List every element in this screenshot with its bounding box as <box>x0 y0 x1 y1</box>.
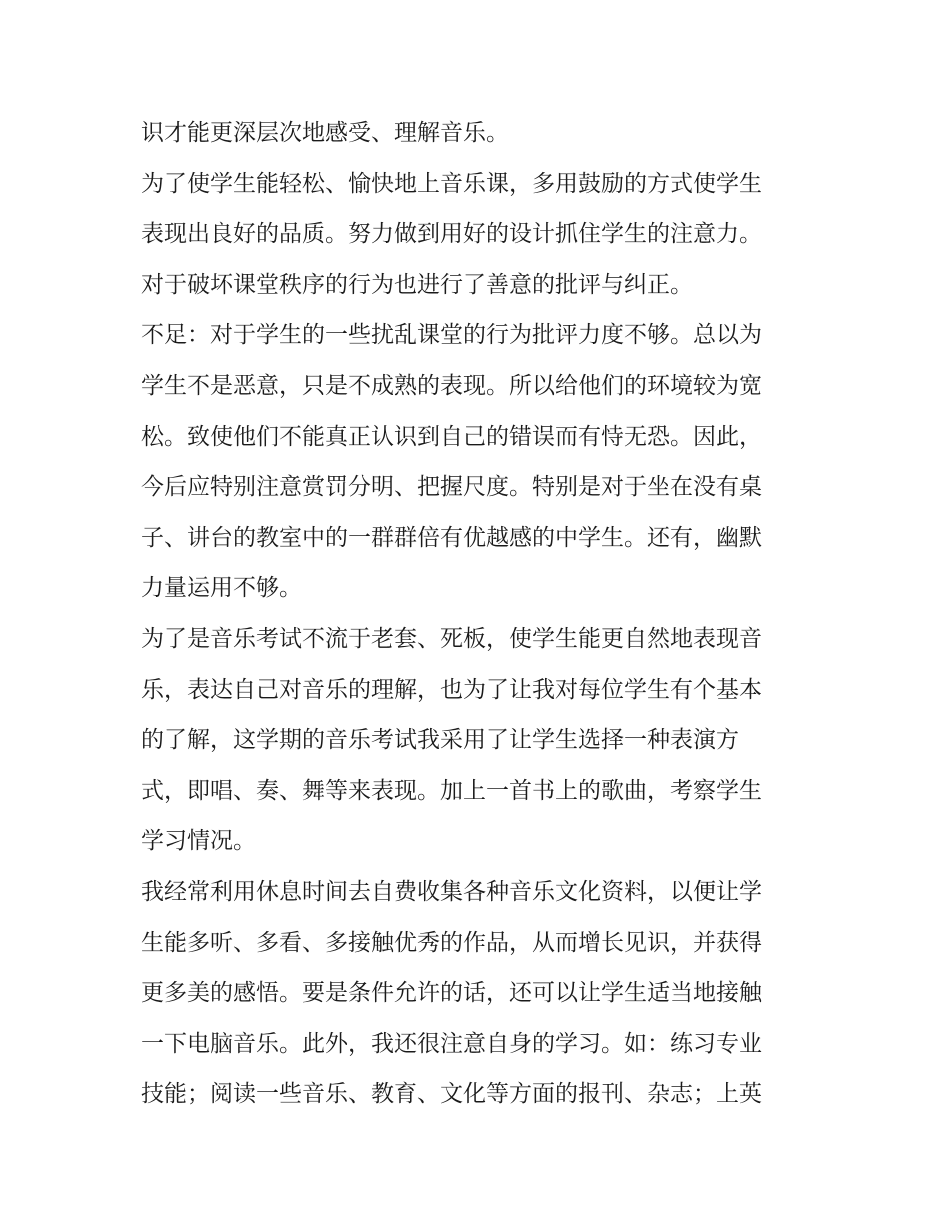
text-line: 表现出良好的品质。努力做到用好的设计抓住学生的注意力。 <box>141 221 762 248</box>
text-line: 式，即唱、奏、舞等来表现。加上一首书上的歌曲，考察学生 <box>141 777 762 804</box>
body-text <box>141 108 821 1120</box>
text-line: 力量运用不够。 <box>141 575 302 602</box>
text-line: 识才能更深层次地感受、理解音乐。 <box>141 120 509 146</box>
text-line: 今后应特别注意赏罚分明、把握尺度。特别是对于坐在没有桌 <box>141 474 762 501</box>
text-line: 为了使学生能轻松、愉快地上音乐课，多用鼓励的方式使学生 <box>141 170 762 197</box>
text-line: 学习情况。 <box>141 828 256 855</box>
text-line: 一下电脑音乐。此外，我还很注意自身的学习。如：练习专业 <box>141 1030 762 1057</box>
text-line: 技能；阅读一些音乐、教育、文化等方面的报刊、杂志；上英 <box>141 1081 762 1108</box>
text-line: 为了是音乐考试不流于老套、死板，使学生能更自然地表现音 <box>141 625 762 652</box>
text-line: 更多美的感悟。要是条件允许的话，还可以让学生适当地接触 <box>141 980 762 1007</box>
text-line: 对于破坏课堂秩序的行为也进行了善意的批评与纠正。 <box>141 271 693 298</box>
text-line: 不足：对于学生的一些扰乱课堂的行为批评力度不够。总以为 <box>141 322 762 349</box>
text-line: 子、讲台的教室中的一群群倍有优越感的中学生。还有，幽默 <box>141 524 762 551</box>
text-line: 松。致使他们不能真正认识到自己的错误而有恃无恐。因此， <box>141 423 762 450</box>
text-line: 生能多听、多看、多接触优秀的作品，从而增长见识，并获得 <box>141 929 762 956</box>
text-line: 乐，表达自己对音乐的理解，也为了让我对每位学生有个基本 <box>141 676 762 703</box>
text-line: 我经常利用休息时间去自费收集各种音乐文化资料，以便让学 <box>141 878 762 905</box>
text-line: 学生不是恶意，只是不成熟的表现。所以给他们的环境较为宽 <box>141 372 762 399</box>
text-line: 的了解，这学期的音乐考试我采用了让学生选择一种表演方 <box>141 727 739 754</box>
